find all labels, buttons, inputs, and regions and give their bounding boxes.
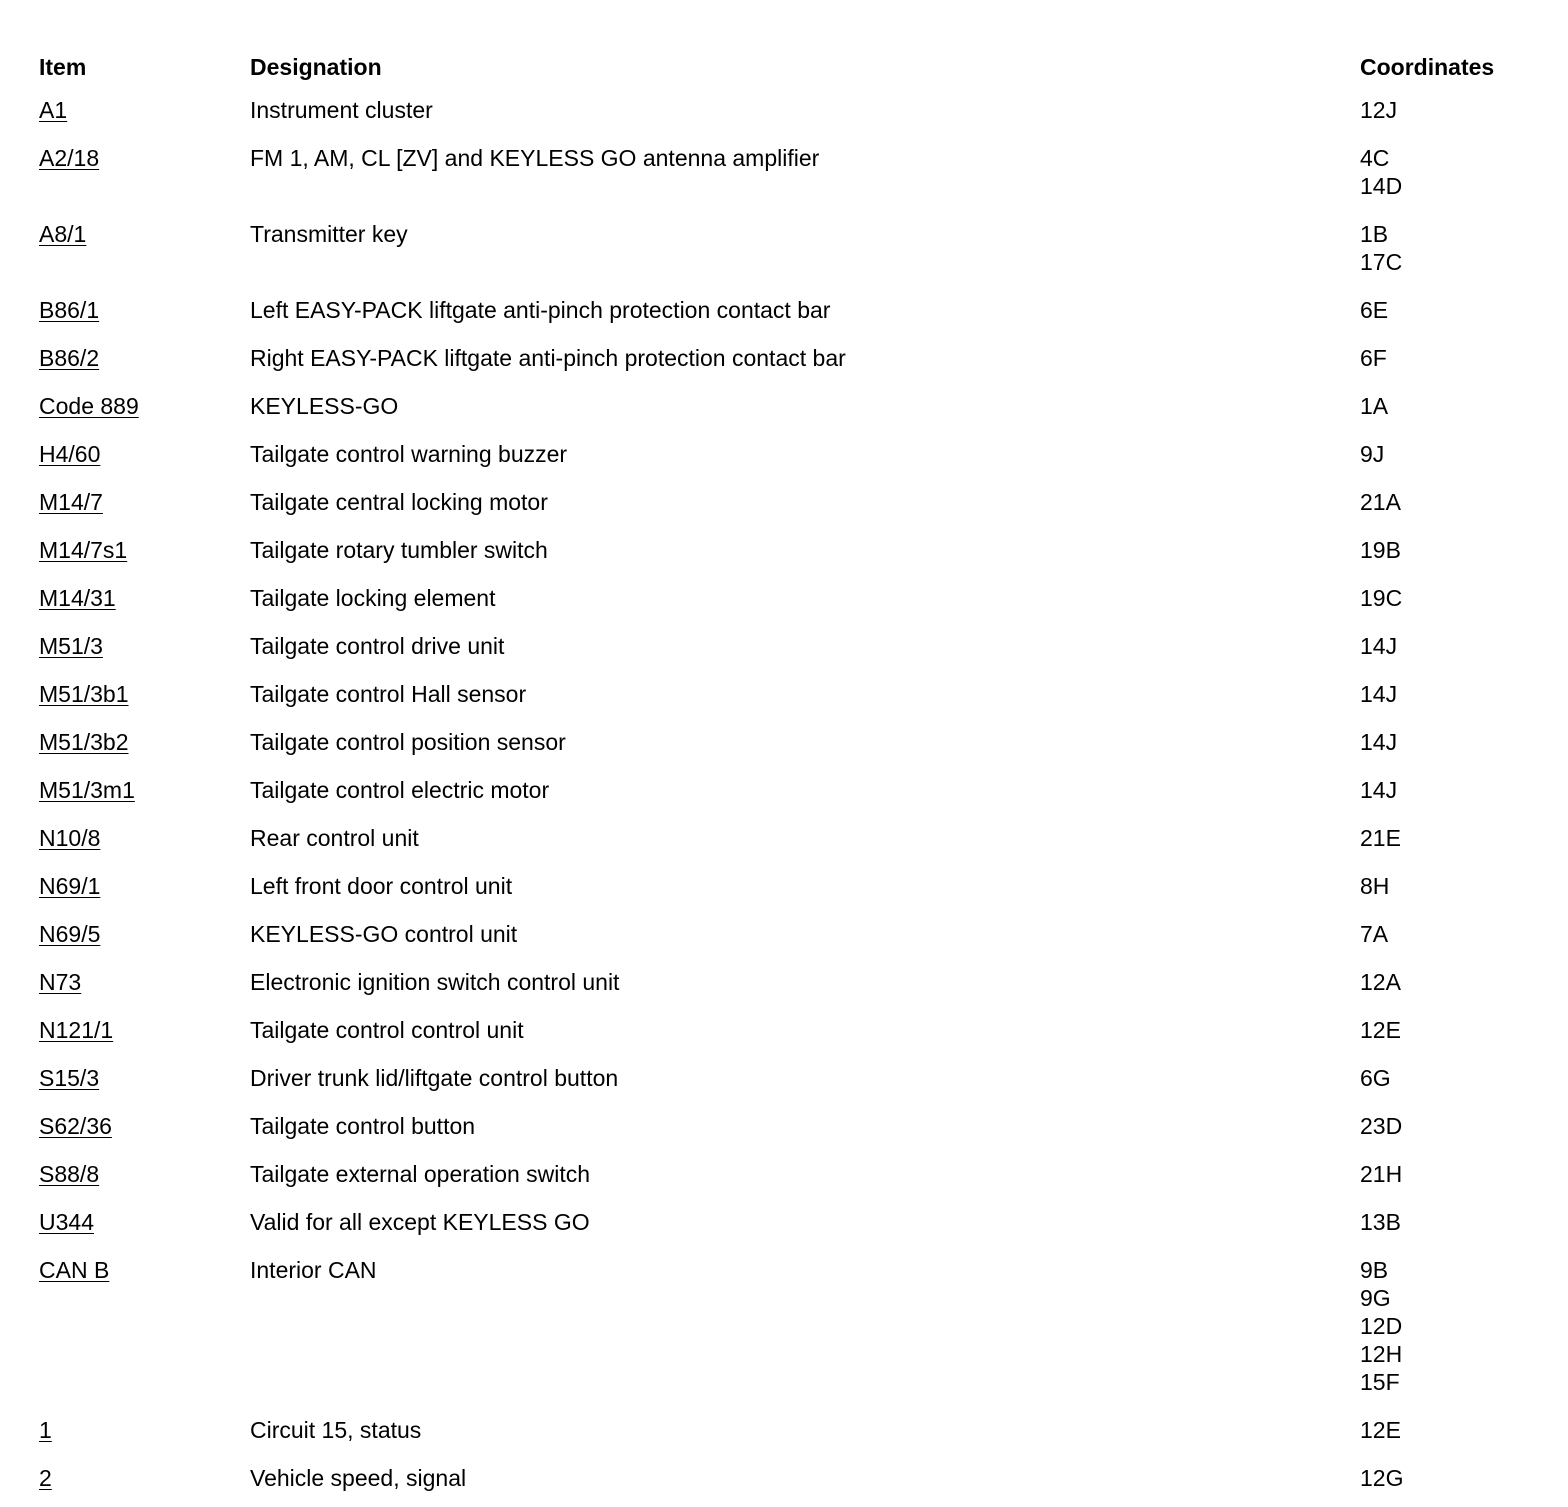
coordinate-value: 9J [1360, 441, 1385, 467]
item-link[interactable]: M14/7 [39, 489, 103, 515]
item-link[interactable]: S88/8 [39, 1161, 100, 1187]
designation-cell: Rear control unit [250, 825, 419, 851]
table-row [39, 1251, 1539, 1411]
designation-cell: Vehicle speed, signal [250, 1465, 467, 1491]
coordinate-value: 19B [1360, 537, 1401, 563]
item-cell [39, 296, 99, 324]
coordinates-cell [1360, 483, 1539, 516]
designation-cell: Tailgate central locking motor [250, 489, 548, 515]
designation-cell: Tailgate control button [250, 1113, 476, 1139]
item-link[interactable]: Code 889 [39, 393, 139, 419]
table-row [39, 1459, 1539, 1507]
coordinates-cell [1360, 1459, 1539, 1492]
table-row [39, 867, 1539, 915]
item-cell [39, 392, 139, 420]
table-row [39, 91, 1539, 139]
coordinate-value: 12J [1360, 97, 1398, 123]
item-cell [39, 776, 135, 804]
designation-cell: Driver trunk lid/liftgate control button [250, 1065, 619, 1091]
table-row [39, 531, 1539, 579]
coordinate-value: 14J [1360, 729, 1398, 755]
coordinates-cell [1360, 1155, 1539, 1188]
table-row [39, 771, 1539, 819]
coordinate-value: 6F [1360, 345, 1387, 371]
item-cell [39, 728, 129, 756]
item-cell [39, 680, 129, 708]
item-link[interactable]: M14/7s1 [39, 537, 128, 563]
coordinates-cell [1360, 963, 1539, 996]
designation-cell: Tailgate locking element [250, 585, 496, 611]
coordinates-cell [1360, 339, 1539, 372]
designation-cell: Tailgate control position sensor [250, 729, 566, 755]
item-link[interactable]: N69/5 [39, 921, 101, 947]
item-cell [39, 968, 81, 996]
coordinate-value: 12H [1360, 1341, 1403, 1367]
designation-cell: KEYLESS-GO control unit [250, 921, 518, 947]
coordinates-cell [1360, 215, 1539, 276]
coordinates-cell [1360, 291, 1539, 324]
coordinate-value: 21A [1360, 489, 1401, 515]
item-link[interactable]: N121/1 [39, 1017, 114, 1043]
item-cell [39, 440, 100, 468]
coordinate-value: 12E [1360, 1417, 1401, 1443]
designation-cell: Interior CAN [250, 1257, 377, 1283]
table-row [39, 915, 1539, 963]
designation-cell: Tailgate external operation switch [250, 1161, 591, 1187]
item-cell [39, 1112, 112, 1140]
table-row [39, 339, 1539, 387]
coordinates-cell [1360, 819, 1539, 852]
designation-cell: FM 1, AM, CL [ZV] and KEYLESS GO antenna amplifier [250, 145, 820, 171]
table-row [39, 387, 1539, 435]
header-coordinates: Coordinates [1360, 54, 1495, 80]
coordinates-cell [1360, 1203, 1539, 1236]
item-link[interactable]: B86/2 [39, 345, 100, 371]
designation-cell: Left EASY-PACK liftgate anti-pinch protection contact bar [250, 297, 831, 323]
coordinate-value: 14D [1360, 173, 1403, 199]
item-link[interactable]: B86/1 [39, 297, 100, 323]
item-cell [39, 536, 127, 564]
table-row [39, 1411, 1539, 1459]
coordinates-cell [1360, 771, 1539, 804]
table-row [39, 963, 1539, 1011]
item-cell [39, 144, 99, 172]
designation-cell: Tailgate control warning buzzer [250, 441, 568, 467]
coordinate-value: 9B [1360, 1257, 1389, 1283]
table-row [39, 1011, 1539, 1059]
item-link[interactable]: U344 [39, 1209, 94, 1235]
designation-cell: Electronic ignition switch control unit [250, 969, 620, 995]
item-link[interactable]: M51/3m1 [39, 777, 135, 803]
coordinate-value: 4C [1360, 145, 1390, 171]
coordinates-cell [1360, 91, 1539, 124]
coordinate-value: 1A [1360, 393, 1389, 419]
item-cell [39, 344, 99, 372]
item-link[interactable]: N73 [39, 969, 82, 995]
table-row [39, 675, 1539, 723]
table-row [39, 435, 1539, 483]
coordinate-value: 1B [1360, 221, 1389, 247]
coordinates-cell [1360, 675, 1539, 708]
header-item: Item [39, 54, 87, 80]
item-link[interactable]: CAN B [39, 1257, 110, 1283]
coordinates-cell [1360, 627, 1539, 660]
coordinate-value: 21H [1360, 1161, 1403, 1187]
item-link[interactable]: S62/36 [39, 1113, 112, 1139]
coordinate-value: 17C [1360, 249, 1403, 275]
designation-cell: Transmitter key [250, 221, 408, 247]
coordinate-value: 12G [1360, 1465, 1404, 1491]
table-row [39, 483, 1539, 531]
item-cell [39, 824, 100, 852]
coordinates-cell [1360, 867, 1539, 900]
item-link[interactable]: A8/1 [39, 221, 87, 247]
coordinate-value: 13B [1360, 1209, 1401, 1235]
header-designation: Designation [250, 54, 382, 80]
table-row [39, 139, 1539, 215]
coordinate-value: 14J [1360, 777, 1398, 803]
coordinates-cell [1360, 915, 1539, 948]
designation-cell: KEYLESS-GO [250, 393, 399, 419]
item-link[interactable]: N69/1 [39, 873, 101, 899]
coordinates-cell [1360, 1251, 1539, 1396]
coordinate-value: 23D [1360, 1113, 1403, 1139]
item-link[interactable]: M51/3b1 [39, 681, 129, 707]
coordinate-value: 14J [1360, 633, 1398, 659]
designation-cell: Tailgate control drive unit [250, 633, 505, 659]
item-link[interactable]: 1 [39, 1417, 52, 1443]
item-cell [39, 920, 100, 948]
table-row [39, 291, 1539, 339]
item-cell [39, 1016, 113, 1044]
table-row [39, 579, 1539, 627]
coordinate-value: 12D [1360, 1313, 1403, 1339]
table-row [39, 215, 1539, 291]
designation-cell: Tailgate control control unit [250, 1017, 524, 1043]
coordinates-cell [1360, 1059, 1539, 1092]
table-header [39, 48, 1539, 88]
table-row [39, 1203, 1539, 1251]
item-link[interactable]: H4/60 [39, 441, 101, 467]
item-link[interactable]: 2 [39, 1465, 52, 1491]
item-link[interactable]: S15/3 [39, 1065, 100, 1091]
item-link[interactable]: M14/31 [39, 585, 116, 611]
item-cell [39, 1256, 109, 1284]
coordinate-value: 9G [1360, 1285, 1391, 1311]
coordinate-value: 12A [1360, 969, 1401, 995]
table-row [39, 1059, 1539, 1107]
coordinate-value: 6G [1360, 1065, 1391, 1091]
item-cell [39, 632, 103, 660]
coordinate-value: 6E [1360, 297, 1389, 323]
item-cell [39, 584, 116, 612]
item-cell [39, 96, 67, 124]
designation-cell: Tailgate control Hall sensor [250, 681, 527, 707]
item-cell [39, 872, 100, 900]
table-row [39, 1155, 1539, 1203]
coordinate-value: 8H [1360, 873, 1390, 899]
coordinates-cell [1360, 435, 1539, 468]
item-link[interactable]: M51/3 [39, 633, 103, 659]
item-cell [39, 1208, 94, 1236]
coordinate-value: 15F [1360, 1369, 1400, 1395]
coordinates-cell [1360, 387, 1539, 420]
designation-cell: Valid for all except KEYLESS GO [250, 1209, 590, 1235]
designation-cell: Right EASY-PACK liftgate anti-pinch protection contact bar [250, 345, 846, 371]
coordinate-value: 19C [1360, 585, 1403, 611]
designation-cell: Left front door control unit [250, 873, 513, 899]
item-cell [39, 488, 103, 516]
item-link[interactable]: N10/8 [39, 825, 101, 851]
designation-cell: Instrument cluster [250, 97, 433, 123]
item-cell [39, 1416, 52, 1444]
coordinate-value: 12E [1360, 1017, 1401, 1043]
coordinates-cell [1360, 579, 1539, 612]
legend-table [39, 48, 1539, 1507]
table-body [39, 91, 1539, 1507]
table-row [39, 1107, 1539, 1155]
coordinates-cell [1360, 1107, 1539, 1140]
item-cell [39, 220, 86, 248]
coordinates-cell [1360, 1011, 1539, 1044]
coordinate-value: 21E [1360, 825, 1401, 851]
designation-cell: Circuit 15, status [250, 1417, 422, 1443]
item-cell [39, 1160, 99, 1188]
table-row [39, 819, 1539, 867]
table-row [39, 627, 1539, 675]
coordinates-cell [1360, 139, 1539, 200]
designation-cell: Tailgate control electric motor [250, 777, 550, 803]
designation-cell: Tailgate rotary tumbler switch [250, 537, 548, 563]
item-link[interactable]: A2/18 [39, 145, 100, 171]
coordinates-cell [1360, 531, 1539, 564]
item-link[interactable]: A1 [39, 97, 68, 123]
table-row [39, 723, 1539, 771]
item-cell [39, 1064, 99, 1092]
coordinates-cell [1360, 723, 1539, 756]
item-cell [39, 1464, 52, 1492]
coordinate-value: 14J [1360, 681, 1398, 707]
item-link[interactable]: M51/3b2 [39, 729, 129, 755]
coordinate-value: 7A [1360, 921, 1389, 947]
